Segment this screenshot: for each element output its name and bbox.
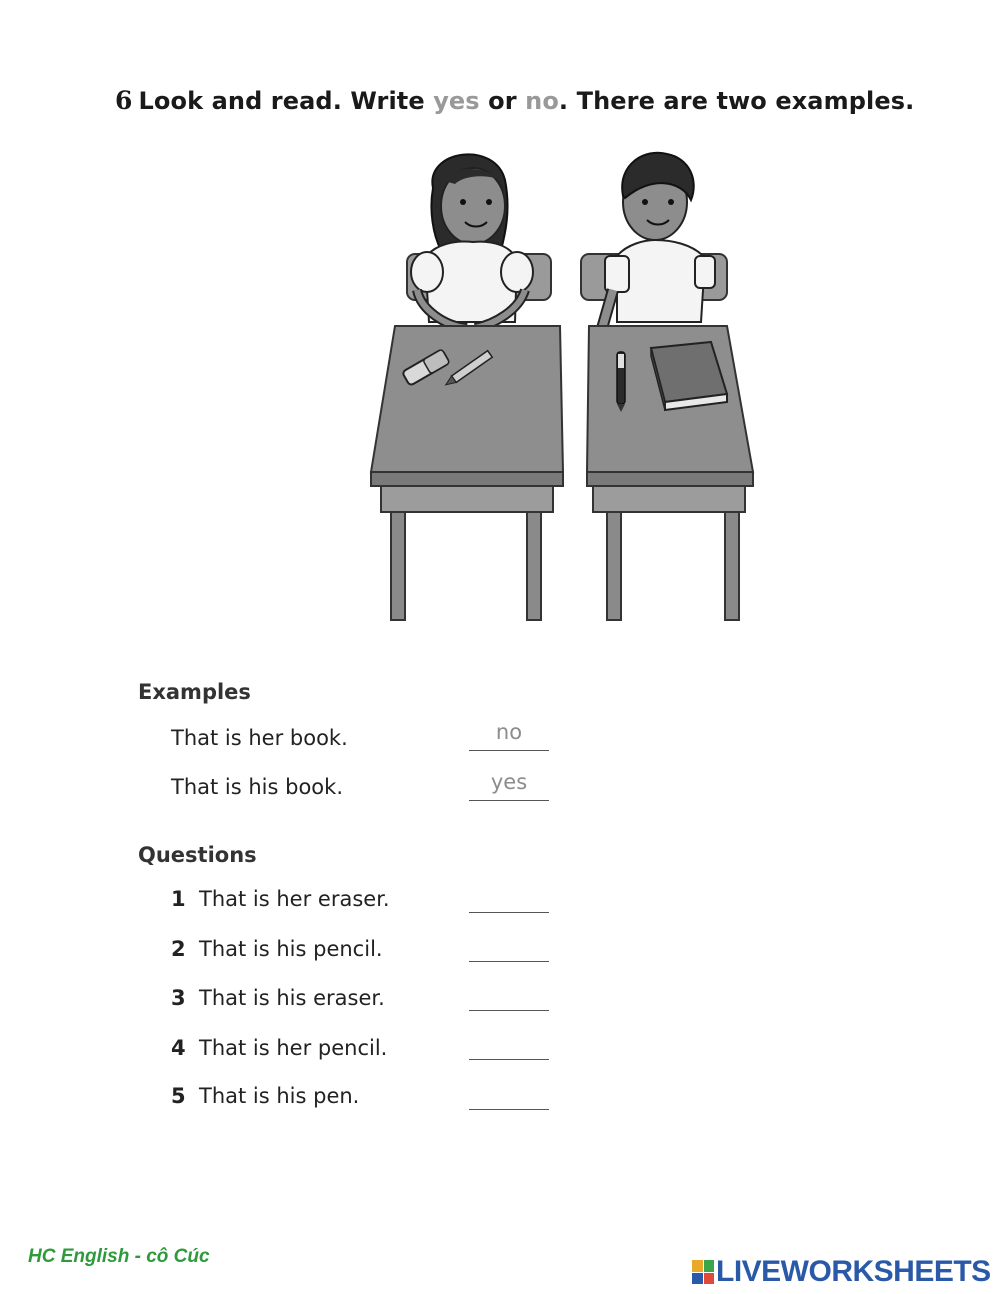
- question-number: 2: [171, 937, 186, 961]
- heading-text-1: Look and read. Write: [138, 87, 434, 115]
- example-answer-line-1: [469, 722, 549, 751]
- question-text: That is his pen.: [199, 1084, 360, 1108]
- liveworksheets-logo-icon: [692, 1260, 714, 1284]
- heading-text-3: . There are two examples.: [558, 87, 915, 115]
- answer-field-5[interactable]: [469, 1081, 549, 1110]
- example-row-1: [171, 726, 348, 750]
- heading-no: no: [525, 87, 559, 115]
- question-number: 1: [171, 887, 186, 911]
- question-text: That is his pencil.: [199, 937, 383, 961]
- question-row-5: [171, 1084, 359, 1108]
- author-credit: HC English - cô Cúc: [28, 1246, 210, 1267]
- example-text: That is his book.: [171, 775, 343, 799]
- question-row-2: [171, 937, 383, 961]
- girl-illustration: [411, 154, 533, 328]
- answer-field-4[interactable]: [469, 1031, 549, 1060]
- examples-title: Examples: [138, 680, 251, 704]
- heading-yes: yes: [433, 87, 480, 115]
- heading-text-2: or: [479, 87, 526, 115]
- answer-field-3[interactable]: [469, 982, 549, 1011]
- example-answer-no: no: [495, 720, 523, 744]
- example-text: That is her book.: [171, 726, 348, 750]
- question-text: That is his eraser.: [199, 986, 385, 1010]
- liveworksheets-brand: LIVEWORKSHEETS: [716, 1255, 991, 1288]
- questions-title: Questions: [138, 843, 257, 867]
- boy-illustration: [601, 153, 715, 332]
- pen-icon: [617, 352, 625, 412]
- answer-field-1[interactable]: [469, 884, 549, 913]
- question-number: 3: [171, 986, 186, 1010]
- exercise-number: 6: [115, 86, 133, 115]
- question-row-1: [171, 887, 390, 911]
- question-text: That is her pencil.: [199, 1036, 388, 1060]
- example-answer-line-2: [469, 772, 549, 801]
- question-text: That is her eraser.: [199, 887, 390, 911]
- question-number: 4: [171, 1036, 186, 1060]
- question-row-3: [171, 986, 385, 1010]
- example-answer-yes: yes: [490, 770, 528, 794]
- example-row-2: [171, 775, 343, 799]
- liveworksheets-logo[interactable]: [692, 1255, 991, 1289]
- exercise-heading: [115, 86, 914, 115]
- answer-field-2[interactable]: [469, 933, 549, 962]
- classroom-illustration: [355, 140, 775, 630]
- question-number: 5: [171, 1084, 186, 1108]
- question-row-4: [171, 1036, 387, 1060]
